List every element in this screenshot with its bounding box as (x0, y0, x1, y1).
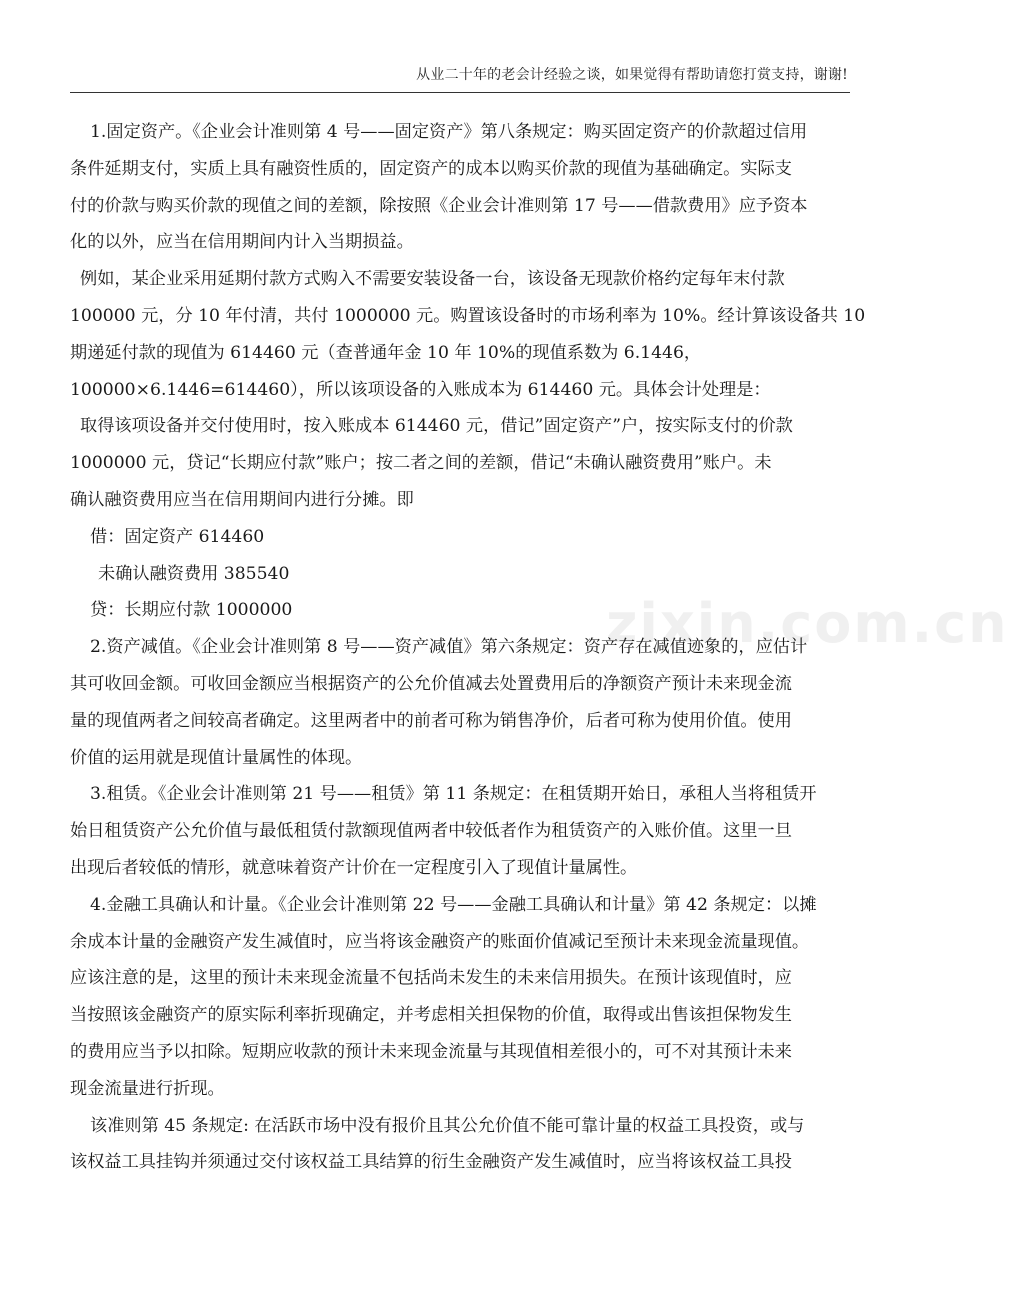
text-line: 余成本计量的金融资产发生减值时，应当将该金融资产的账面价值减记至预计未来现金流量现值。 (70, 931, 810, 952)
text-line: 当按照该金融资产的原实际利率折现确定，并考虑相关担保物的价值，取得或出售该担保物发生 (70, 1005, 792, 1026)
text-line: 1000000 元，贷记“长期应付款”账户；按二者之间的差额，借记“未确认融资费用”账户。未 (70, 453, 772, 474)
text-line: 贷：长期应付款 1000000 (90, 600, 293, 621)
text-line: 确认融资费用应当在信用期间内进行分摊。即 (70, 489, 414, 510)
document-body (70, 114, 866, 1181)
text-line: 量的现值两者之间较高者确定。这里两者中的前者可称为销售净价，后者可称为使用价值。使用 (70, 710, 792, 731)
text-line: 该准则第 45 条规定: 在活跃市场中没有报价且其公允价值不能可靠计量的权益工具投资，或与 (90, 1115, 805, 1136)
text-line: 条件延期支付，实质上具有融资性质的，固定资产的成本以购买价款的现值为基础确定。实际支 (70, 158, 792, 179)
text-line: 该权益工具挂钩并须通过交付该权益工具结算的衍生金融资产发生减值时，应当将该权益工具投 (70, 1152, 792, 1173)
text-line: 出现后者较低的情形，就意味着资产计价在一定程度引入了现值计量属性。 (70, 857, 638, 878)
text-line: 的费用应当予以扣除。短期应收款的预计未来现金流量与其现值相差很小的，可不对其预计未来 (70, 1041, 792, 1062)
text-line: 现金流量进行折现。 (70, 1078, 225, 1099)
text-line: 价值的运用就是现值计量属性的体现。 (70, 747, 363, 768)
text-line: 始日租赁资产公允价值与最低租赁付款额现值两者中较低者作为租赁资产的入账价值。这里一旦 (70, 821, 792, 842)
text-line: 期递延付款的现值为 614460 元（查普通年金 10 年 10%的现值系数为 6.1446， (70, 342, 702, 363)
watermark: zixin.com.cn (606, 592, 1009, 655)
text-line: 付的价款与购买价款的现值之间的差额，除按照《企业会计准则第 17 号——借款费用》应予资本 (70, 195, 808, 216)
text-line: 例如，某企业采用延期付款方式购入不需要安装设备一台，该设备无现款价格约定每年末付款 (80, 269, 785, 290)
text-line: 1.固定资产。《企业会计准则第 4 号——固定资产》第八条规定：购买固定资产的价款超过信用 (90, 122, 808, 142)
text-line: 100000×6.1446=614460），所以该项设备的入账成本为 614460 元。具体会计处理是： (70, 379, 771, 400)
text-line: 4.金融工具确认和计量。《企业会计准则第 22 号——金融工具确认和计量》第 42 条规定：以摊 (90, 894, 817, 915)
text-line: 化的以外，应当在信用期间内计入当期损益。 (70, 232, 414, 253)
text-line: 取得该项设备并交付使用时，按入账成本 614460 元，借记”固定资产”户，按实际支付的价款 (80, 416, 793, 437)
header-note: 从业二十年的老会计经验之谈，如果觉得有帮助请您打赏支持，谢谢! (416, 67, 848, 83)
text-line: 未确认融资费用 385540 (98, 563, 290, 584)
header-divider (70, 92, 850, 93)
text-line: 2.资产减值。《企业会计准则第 8 号——资产减值》第六条规定：资产存在减值迹象的，应估计 (90, 637, 808, 658)
text-line: 应该注意的是，这里的预计未来现金流量不包括尚未发生的未来信用损失。在预计该现值时，应 (70, 968, 792, 989)
text-line: 100000 元，分 10 年付清，共付 1000000 元。购置该设备时的市场利率为 10%。经计算该设备共 10 (70, 305, 866, 326)
text-line: 3.租赁。《企业会计准则第 21 号——租赁》第 11 条规定：在租赁期开始日，承租人当将租赁开 (90, 784, 817, 805)
text-line: 借：固定资产 614460 (90, 526, 265, 547)
text-line: 其可收回金额。可收回金额应当根据资产的公允价值减去处置费用后的净额资产预计未来现金流 (70, 673, 792, 694)
